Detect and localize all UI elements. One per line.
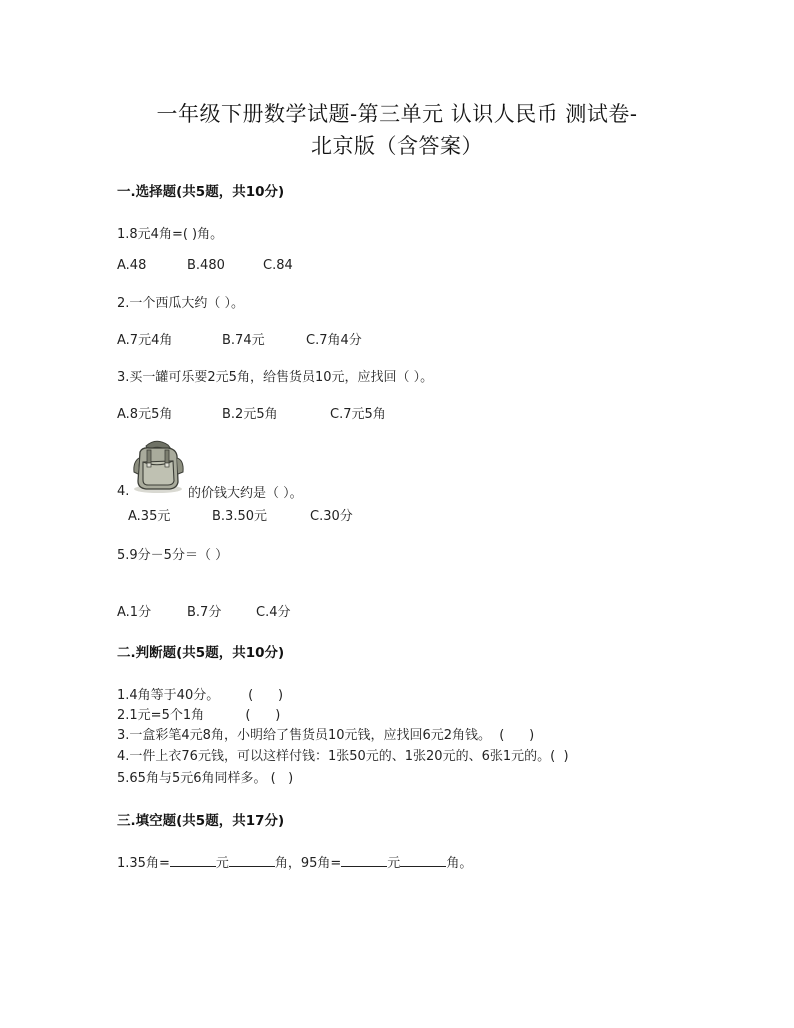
option-1-5-a: A.1分 bbox=[117, 605, 152, 620]
question-1-2: 2.一个西瓜大约（ ）。 bbox=[117, 296, 245, 311]
option-1-3-b: B.2元5角 bbox=[222, 407, 278, 422]
answer-blank[interactable] bbox=[170, 854, 216, 867]
judge-item-5: 5.65角与5元6角同样多。 ( ) bbox=[117, 771, 294, 786]
option-1-2-a: A.7元4角 bbox=[117, 333, 173, 348]
judge-item-3: 3.一盒彩笔4元8角，小明给了售货员10元钱，应找回6元2角钱。 ( ) bbox=[117, 728, 535, 743]
fill-q1-part-5: 角。 bbox=[446, 856, 473, 871]
option-1-1-a: A.48 bbox=[117, 258, 147, 273]
question-1-3: 3.买一罐可乐要2元5角，给售货员10元，应找回（ ）。 bbox=[117, 370, 434, 385]
option-1-3-a: A.8元5角 bbox=[117, 407, 173, 422]
section-heading-choice: 一.选择题(共5题，共10分) bbox=[117, 184, 285, 200]
question-1-5: 5.9分－5分＝（ ） bbox=[117, 548, 229, 563]
page-title-line-1: 一年级下册数学试题-第三单元 认识人民币 测试卷- bbox=[156, 102, 638, 126]
page-title-line-2: 北京版（含答案） bbox=[311, 134, 483, 158]
fill-q1-part-2: 元 bbox=[215, 856, 229, 871]
option-1-2-c: C.7角4分 bbox=[306, 333, 362, 348]
answer-blank[interactable] bbox=[400, 854, 446, 867]
option-1-2-b: B.74元 bbox=[222, 333, 265, 348]
question-1-4: 的价钱大约是（ ）。 bbox=[188, 486, 303, 501]
section-heading-judge: 二.判断题(共5题，共10分) bbox=[117, 645, 285, 661]
section-heading-fill: 三.填空题(共5题，共17分) bbox=[117, 813, 285, 829]
option-1-5-b: B.7分 bbox=[187, 605, 222, 620]
option-1-5-c: C.4分 bbox=[256, 605, 291, 620]
question-1-4-number: 4. bbox=[117, 484, 130, 499]
question-1-1: 1.8元4角=( )角。 bbox=[117, 227, 224, 242]
backpack-icon bbox=[128, 436, 186, 494]
option-1-1-c: C.84 bbox=[263, 258, 293, 273]
option-1-4-a: A.35元 bbox=[128, 509, 171, 524]
option-1-4-c: C.30分 bbox=[310, 509, 353, 524]
answer-blank[interactable] bbox=[229, 854, 275, 867]
fill-q1-part-1: 1.35角= bbox=[117, 856, 170, 871]
answer-blank[interactable] bbox=[341, 854, 387, 867]
fill-q1-part-3: 角，95角= bbox=[274, 856, 342, 871]
judge-item-2: 2.1元=5个1角 ( ) bbox=[117, 708, 281, 723]
judge-item-4: 4.一件上衣76元钱，可以这样付钱：1张50元的、1张20元的、6张1元的。( ) bbox=[117, 749, 569, 764]
option-1-3-c: C.7元5角 bbox=[330, 407, 386, 422]
fill-q1-part-4: 元 bbox=[387, 856, 401, 871]
option-1-1-b: B.480 bbox=[187, 258, 225, 273]
option-1-4-b: B.3.50元 bbox=[212, 509, 267, 524]
fill-question-1 bbox=[117, 852, 472, 871]
judge-item-1: 1.4角等于40分。 ( ) bbox=[117, 688, 284, 703]
